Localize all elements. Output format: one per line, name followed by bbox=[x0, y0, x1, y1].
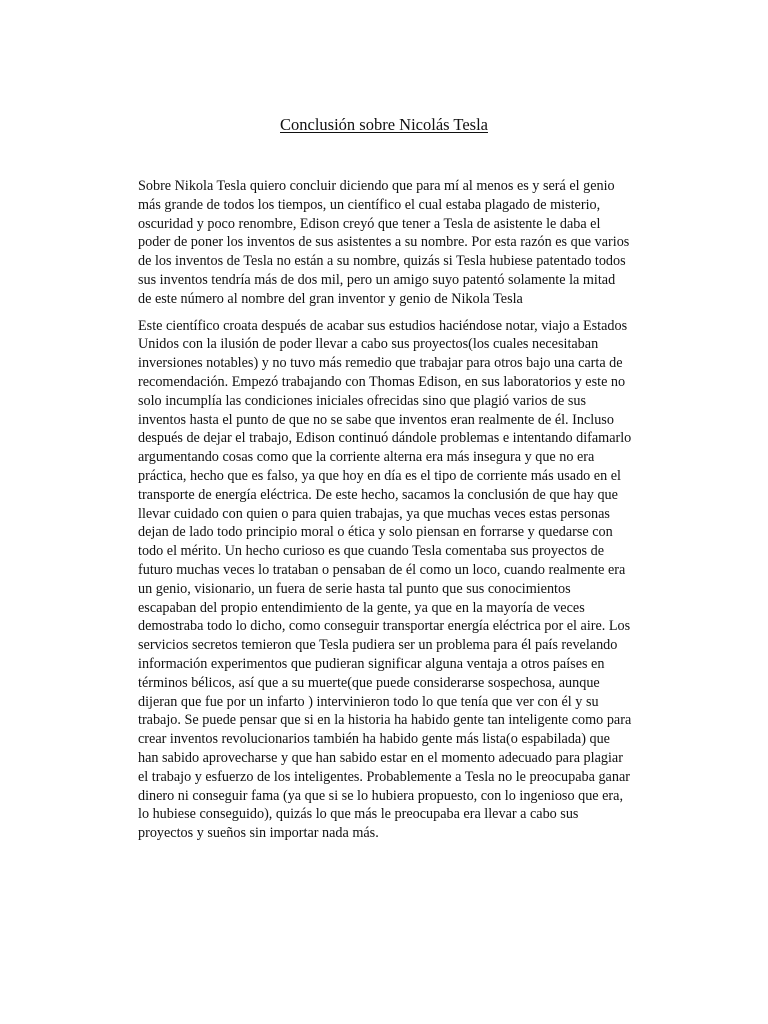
paragraph-2: Este científico croata después de acabar sus estudios haciéndose notar, viajo a Estados Unidos con la ilusión de poder llevar a cabo sus proyectos(los cuales necesitaban inversiones notables) y no tuvo más remedio que trabajar para otros bajo una carta de recomendación. Empezó trabajando con Thomas Edison, en sus laboratorios y este no solo incumplía las condiciones iniciales ofrecidas sino que plagió varios de sus inventos hasta el punto de que no se sabe que inventos eran realmente de él. Incluso después de dejar el trabajo, Edison continuó dándole problemas e intentando difamarlo argumentando cosas como que la corriente alterna era más insegura y que no era práctica, hecho que es falso, ya que hoy en día es el tipo de corriente más usado en el transporte de energía eléctrica. De este hecho, sacamos la conclusión de que hay que llevar cuidado con quien o para quien trabajas, ya que muchas veces estas personas dejan de lado todo principio moral o ética y solo piensan en forrarse y quedarse con todo el mérito. Un hecho curioso es que cuando Tesla comentaba sus proyectos de futuro muchas veces lo trataban o pensaban de él como un loco, cuando realmente era un genio, visionario, un fuera de serie hasta tal punto que sus conocimientos escapaban del propio entendimiento de la gente, ya que en la mayoría de veces demostraba todo lo dicho, como conseguir transportar energía eléctrica por el aire. Los servicios secretos temieron que Tesla pudiera ser un problema para él país revelando información experimentos que pudieran significar alguna ventaja a otros países en términos bélicos, así que a su muerte(que puede considerarse sospechosa, aunque dijeran que fue por un infarto ) intervinieron todo lo que tenía que ver con él y su trabajo. Se puede pensar que si en la historia ha habido gente tan inteligente como para crear inventos revolucionarios también ha habido gente más lista(o espabilada) que han sabido aprovecharse y que han sabido estar en el momento adecuado para plagiar el trabajo y esfuerzo de los inteligentes. Probablemente a Tesla no le preocupaba ganar dinero ni conseguir fama (ya que si se lo hubiera propuesto, con lo ingenioso que era, lo hubiese conseguido), quizás lo que más le preocupaba era llevar a cabo sus proyectos y sueños sin importar nada más. bbox=[138, 317, 632, 842]
document-body bbox=[138, 177, 632, 843]
paragraph-1: Sobre Nikola Tesla quiero concluir diciendo que para mí al menos es y será el genio más grande de todos los tiempos, un científico el cual estaba plagado de misterio, oscuridad y poco renombre, Edison creyó que tener a Tesla de asistente le daba el poder de poner los inventos de sus asistentes a su nombre. Por esta razón es que varios de los inventos de Tesla no están a su nombre, quizás si Tesla hubiese patentado todos sus inventos tendría más de dos mil, pero un amigo suyo patentó solamente la mitad de este número al nombre del gran inventor y genio de Nikola Tesla bbox=[138, 178, 630, 307]
document-title: Conclusión sobre Nicolás Tesla bbox=[280, 115, 488, 134]
